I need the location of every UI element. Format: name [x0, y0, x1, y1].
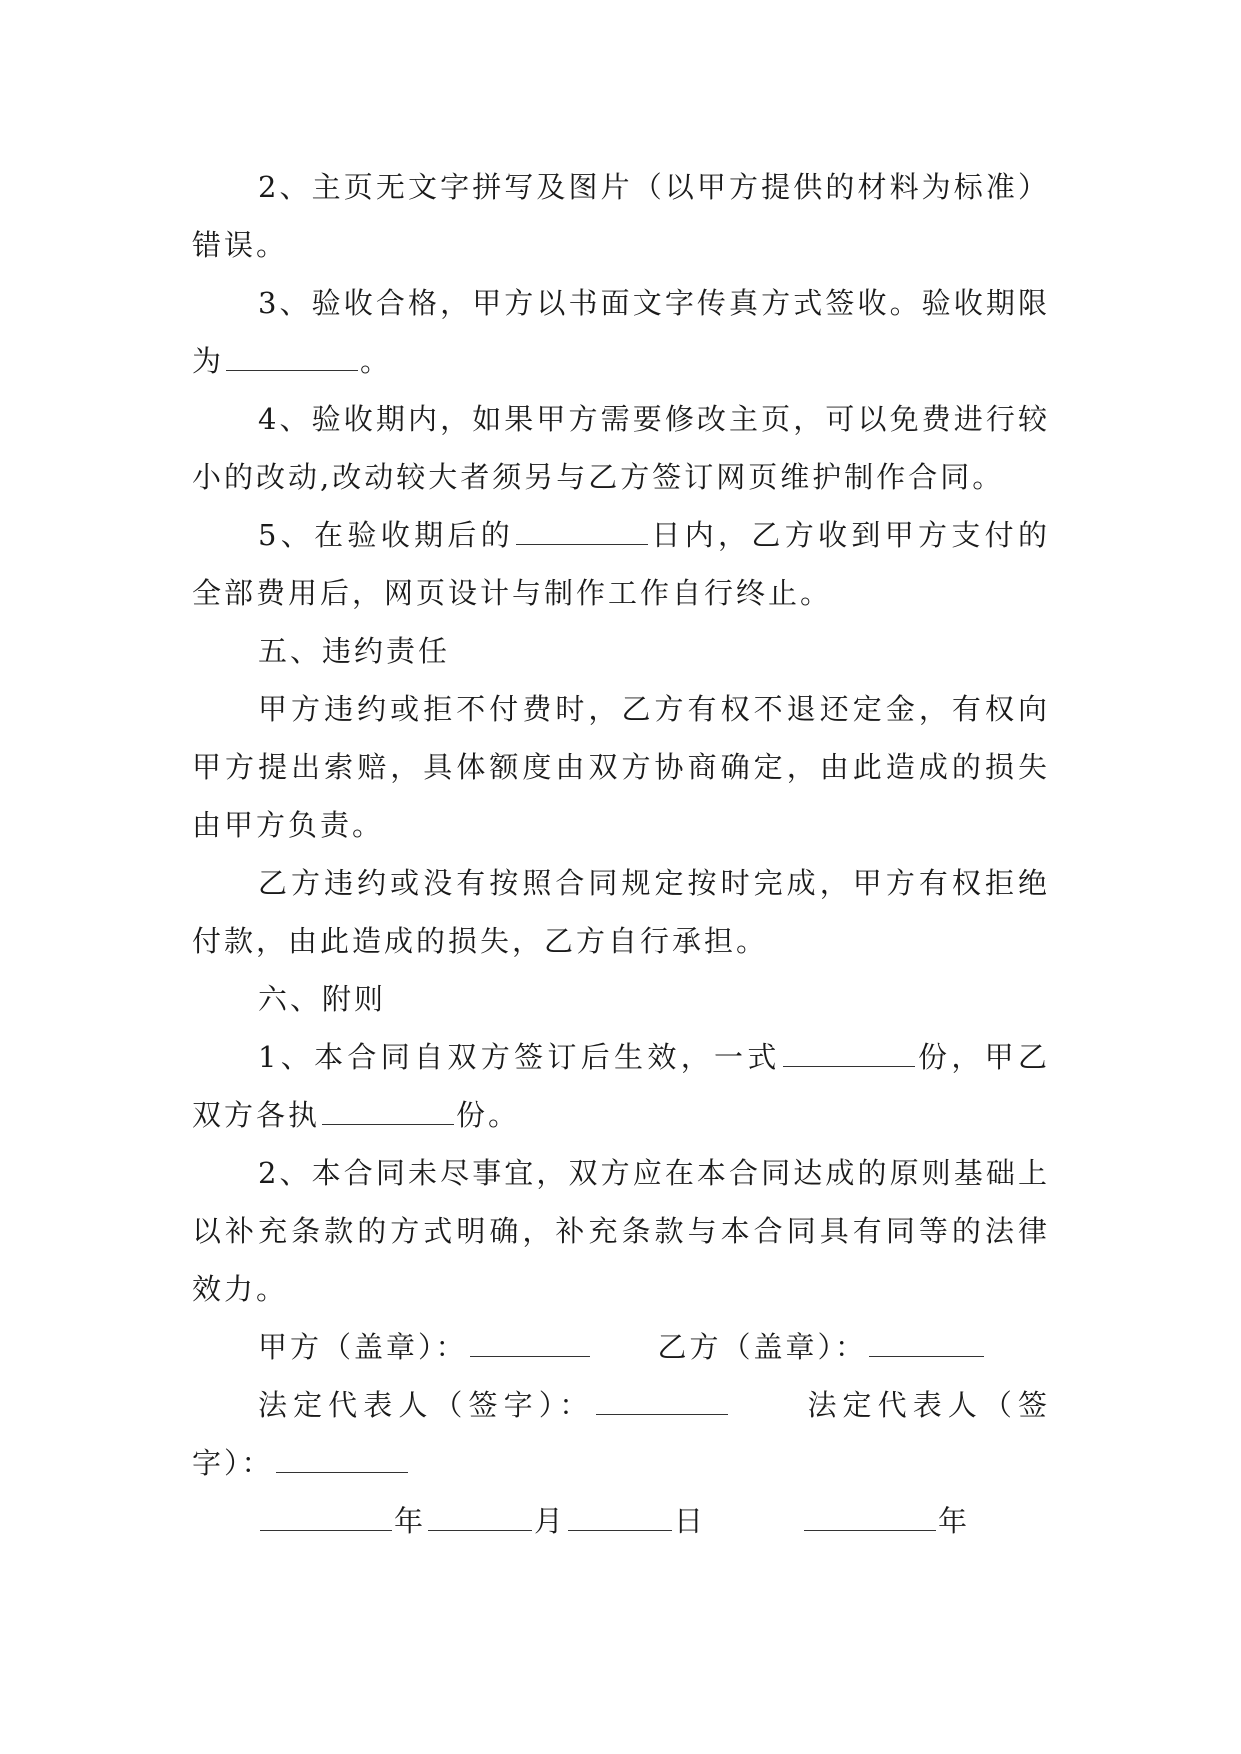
- clause-unresolved-matters: 2、本合同未尽事宜，双方应在本合同达成的原则基础上以补充条款的方式明确，补充条款与本合同具有同等的法律效力。: [192, 1156, 1050, 1306]
- party-b-rep-blank[interactable]: [276, 1444, 408, 1473]
- year-label-2: 年: [938, 1504, 971, 1538]
- clause-acceptance-4: 4、验收期内，如果甲方需要修改主页，可以免费进行较小的改动,改动较大者须另与乙方签订网页维护制作合同。: [192, 402, 1050, 494]
- party-b-rep-label: 法定代表人（签字）：: [192, 1388, 1050, 1480]
- party-a-seal-label: 甲方（盖章）：: [258, 1330, 468, 1364]
- copies-total-blank[interactable]: [783, 1038, 915, 1067]
- clause-acceptance-5: 5、在验收期后的 日内，乙方收到甲方支付的全部费用后，网页设计与制作工作自行终止。: [192, 518, 1050, 610]
- acceptance-period-blank[interactable]: [226, 342, 358, 371]
- seal-row: [192, 1318, 1050, 1376]
- year-label: 年: [394, 1504, 427, 1538]
- month-blank[interactable]: [428, 1502, 532, 1531]
- party-a-seal-blank[interactable]: [470, 1328, 590, 1357]
- date-row: [192, 1492, 1050, 1550]
- year-blank-2[interactable]: [804, 1502, 936, 1531]
- party-b-seal-label: 乙方（盖章）：: [657, 1330, 868, 1364]
- year-blank[interactable]: [260, 1502, 392, 1531]
- clause-acceptance-2: 2、主页无文字拼写及图片（以甲方提供的材料为标准）错误。: [192, 170, 1050, 262]
- month-label: 月: [534, 1504, 567, 1538]
- days-blank[interactable]: [516, 516, 648, 545]
- section-heading-supplementary: 六、附则: [258, 982, 387, 1016]
- clause-copies: 1、本合同自双方签订后生效，一式 份，甲乙双方各执 份。: [192, 1040, 1050, 1132]
- party-a-rep-label: 法定代表人（签字）：: [258, 1388, 595, 1422]
- day-label: 日: [674, 1504, 707, 1538]
- section-heading-liability: 五、违约责任: [258, 634, 451, 668]
- day-blank[interactable]: [568, 1502, 672, 1531]
- clause-party-a-breach: 甲方违约或拒不付费时，乙方有权不退还定金，有权向甲方提出索赔，具体额度由双方协商确定，由此造成的损失由甲方负责。: [192, 692, 1050, 842]
- copies-each-blank[interactable]: [322, 1096, 454, 1125]
- clause-party-b-breach: 乙方违约或没有按照合同规定按时完成，甲方有权拒绝付款，由此造成的损失，乙方自行承担。: [192, 866, 1050, 958]
- document-body: [192, 158, 1050, 1550]
- party-a-rep-blank[interactable]: [596, 1386, 728, 1415]
- party-b-seal-blank[interactable]: [869, 1328, 984, 1357]
- representative-row: [192, 1376, 1050, 1492]
- clause-acceptance-3: 3、验收合格，甲方以书面文字传真方式签收。验收期限为 。: [192, 286, 1050, 378]
